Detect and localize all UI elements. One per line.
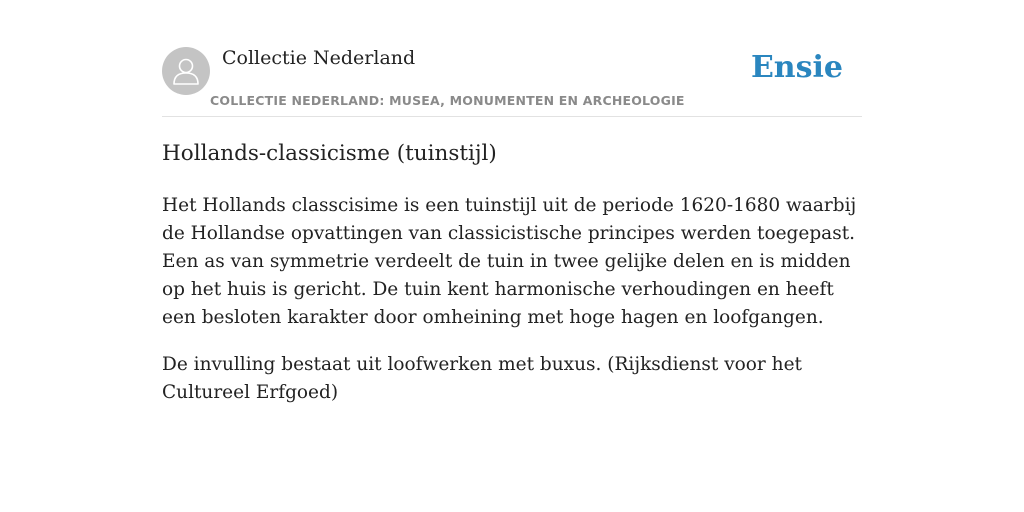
- avatar[interactable]: [162, 47, 210, 95]
- article-body: [162, 192, 872, 426]
- brand-logo-link[interactable]: Ensie: [750, 50, 843, 85]
- author-name-link[interactable]: Collectie Nederland: [222, 47, 416, 69]
- paragraph: Het Hollands classcisime is een tuinstijl uit de periode 1620-1680 waarbij de Hollandse opvattingen van classicistische principes werden toegepast. Een as van symmetrie verdeelt de tuin in twee gelijke delen en is midden op het huis is gericht. De tuin kent harmonische verhoudingen en heeft een besloten karakter door omheining met hoge hagen en loofgangen.: [162, 195, 857, 328]
- page-title: Hollands-classicisme (tuinstijl): [162, 141, 497, 166]
- header: [162, 44, 862, 117]
- source-label: COLLECTIE NEDERLAND: MUSEA, MONUMENTEN EN ARCHEOLOGIE: [210, 93, 685, 108]
- user-icon: [162, 47, 210, 95]
- paragraph: De invulling bestaat uit loofwerken met buxus. (Rijksdienst voor het Cultureel Erfgoed): [162, 354, 802, 403]
